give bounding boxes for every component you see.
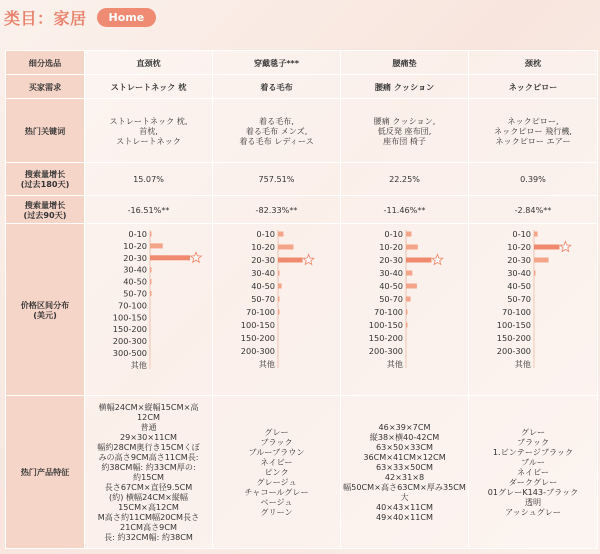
keywords-cell: ネックピロー, ネックピロー 飛行機, ネックピロー エアー	[469, 99, 598, 163]
tick-label: 150-200	[112, 323, 147, 334]
highlight-star-icon	[303, 254, 313, 264]
price-cell	[213, 224, 341, 396]
bar	[534, 244, 559, 249]
features-cell: 横幅24CM×縦幅15CM×高 12CM 普通 29×30×11CM 幅約28CM奥行き15CMくぼ みの高さ9CM高さ11CM長: 約38CM幅: 約33CM厚の: 約15CM 長さ67CM×直径9.5CM (約) 横幅24CM×縦幅 15CM×高12CM M高さ約11CM幅20CM長さ 21CM高さ9CM 長: 約32CM幅: 約38CM	[85, 396, 213, 549]
segment-cell: 颈枕	[469, 51, 598, 75]
bar	[150, 231, 152, 236]
tick-label: 20-30	[122, 252, 147, 263]
bar	[278, 309, 280, 314]
row-label-growth90: 搜索量增长 (过去90天)	[6, 196, 85, 224]
tick-label: 70-100	[501, 306, 531, 317]
bar	[406, 309, 408, 314]
tick-label: 200-300	[240, 345, 275, 356]
row-growth180	[6, 163, 598, 196]
page-header	[4, 4, 156, 30]
tick-label: 0-10	[255, 228, 275, 239]
segment-cell: 直颈枕	[85, 51, 213, 75]
category-pill[interactable]: Home	[97, 8, 157, 27]
price-histogram	[214, 226, 340, 394]
tick-label: 30-40	[250, 267, 275, 278]
price-cell	[341, 224, 469, 396]
bar	[278, 270, 280, 275]
tick-label: 其他	[258, 358, 275, 369]
features-cell: グレー ブラック ブルーブラウン ネイビー ピンク グレージュ チャコールグレー ベージュ グリーン	[213, 396, 341, 549]
row-price	[6, 224, 598, 396]
bar	[150, 255, 190, 260]
tick-label: 70-100	[117, 299, 147, 310]
row-keywords	[6, 99, 598, 163]
tick-label: 30-40	[378, 267, 403, 278]
tick-label: 100-150	[240, 319, 275, 330]
demand-cell: ストレートネック 枕	[85, 75, 213, 99]
price-cell	[469, 224, 598, 396]
tick-label: 30-40	[122, 264, 147, 275]
keywords-cell: 着る毛布, 着る毛布 メンズ, 着る毛布 レディース	[213, 99, 341, 163]
features-cell: 46×39×7CM 縦38×横40-42CM 63×50×33CM 36CM×41CM×12CM 63×33×50CM 42×31×8 幅50CM×高さ63CM×厚み35CM 大 40×43×11CM 49×40×11CM	[341, 396, 469, 549]
growth90-cell: -2.84%**	[469, 196, 598, 224]
bar	[278, 296, 280, 301]
bar	[278, 257, 303, 262]
price-cell	[85, 224, 213, 396]
row-growth90	[6, 196, 598, 224]
tick-label: 0-10	[127, 228, 147, 239]
bar	[278, 244, 293, 249]
tick-label: 其他	[386, 358, 403, 369]
growth180-cell: 0.39%	[469, 163, 598, 196]
tick-label: 20-30	[507, 254, 531, 265]
tick-label: 40-50	[122, 276, 147, 287]
tick-label: 50-70	[378, 293, 403, 304]
tick-label: 150-200	[496, 332, 531, 343]
tick-label: 10-20	[378, 241, 403, 252]
row-label-demand: 买家需求	[6, 75, 85, 99]
bar	[534, 257, 549, 262]
bar	[278, 283, 282, 288]
tick-label: 40-50	[378, 280, 403, 291]
bar	[150, 291, 152, 296]
demand-cell: 着る毛布	[213, 75, 341, 99]
category-title: 类目：家居	[4, 8, 87, 28]
keywords-cell: 腰痛 クッション, 低反発 座布団, 座布団 椅子	[341, 99, 469, 163]
tick-label: 10-20	[122, 240, 147, 251]
tick-label: 100-150	[496, 319, 531, 330]
tick-label: 40-50	[250, 280, 275, 291]
product-table	[5, 50, 598, 549]
bar	[406, 322, 408, 327]
tick-label: 50-70	[250, 293, 275, 304]
row-demand	[6, 75, 598, 99]
tick-label: 200-300	[112, 335, 147, 346]
row-label-growth180: 搜索量增长 (过去180天)	[6, 163, 85, 196]
bar	[534, 231, 538, 236]
tick-label: 100-150	[112, 311, 147, 322]
bar	[406, 257, 431, 262]
tick-label: 50-70	[122, 288, 147, 298]
tick-label: 0-10	[383, 228, 403, 239]
bar	[406, 270, 412, 275]
highlight-star-icon	[190, 252, 200, 262]
bar	[278, 231, 283, 236]
features-cell: グレー ブラック 1.ビンテージブラック ブルー ネイビー ダークグレー 01グレーK143-ブラック 透明 アッシュグレー	[469, 396, 598, 549]
growth180-cell: 757.51%	[213, 163, 341, 196]
tick-label: 100-150	[368, 319, 403, 330]
bar	[406, 231, 411, 236]
growth180-cell: 15.07%	[85, 163, 213, 196]
tick-label: 300-500	[112, 347, 147, 358]
tick-label: 70-100	[245, 306, 275, 317]
tick-label: 20-30	[378, 254, 403, 265]
row-label-price: 价格区间分布 (美元)	[6, 224, 85, 396]
price-histogram	[86, 226, 212, 394]
growth180-cell: 22.25%	[341, 163, 469, 196]
tick-label: 200-300	[368, 345, 403, 356]
segment-cell: 穿戴毯子***	[213, 51, 341, 75]
row-segment	[6, 51, 598, 75]
price-histogram	[470, 226, 596, 394]
tick-label: 40-50	[507, 280, 531, 291]
tick-label: 70-100	[373, 306, 403, 317]
row-label-features: 热门产品特征	[6, 396, 85, 549]
highlight-star-icon	[432, 254, 442, 264]
tick-label: 10-20	[507, 241, 531, 252]
keywords-cell: ストレートネック 枕, 首枕, ストレートネック	[85, 99, 213, 163]
bar	[406, 296, 411, 301]
tick-label: 150-200	[240, 332, 275, 343]
tick-label: 50-70	[507, 293, 531, 304]
growth90-cell: -11.46%**	[341, 196, 469, 224]
bar	[534, 270, 536, 275]
growth90-cell: -16.51%**	[85, 196, 213, 224]
tick-label: 20-30	[250, 254, 275, 265]
tick-label: 10-20	[250, 241, 275, 252]
price-histogram	[342, 226, 468, 394]
tick-label: 0-10	[512, 228, 531, 239]
bar	[150, 267, 152, 272]
tick-label: 30-40	[507, 267, 531, 278]
bar	[406, 283, 417, 288]
row-label-segment: 细分选品	[6, 51, 85, 75]
tick-label: 150-200	[368, 332, 403, 343]
segment-cell: 腰痛垫	[341, 51, 469, 75]
demand-cell: ネックピロー	[469, 75, 598, 99]
tick-label: 200-300	[496, 345, 531, 356]
growth90-cell: -82.33%**	[213, 196, 341, 224]
row-features	[6, 396, 598, 549]
tick-label: 其他	[514, 358, 531, 369]
bar	[150, 243, 163, 248]
bar	[406, 244, 418, 249]
row-label-keywords: 热门关键词	[6, 99, 85, 163]
highlight-star-icon	[560, 241, 570, 251]
tick-label: 其他	[130, 359, 147, 370]
demand-cell: 腰痛 クッション	[341, 75, 469, 99]
bar	[150, 279, 152, 284]
